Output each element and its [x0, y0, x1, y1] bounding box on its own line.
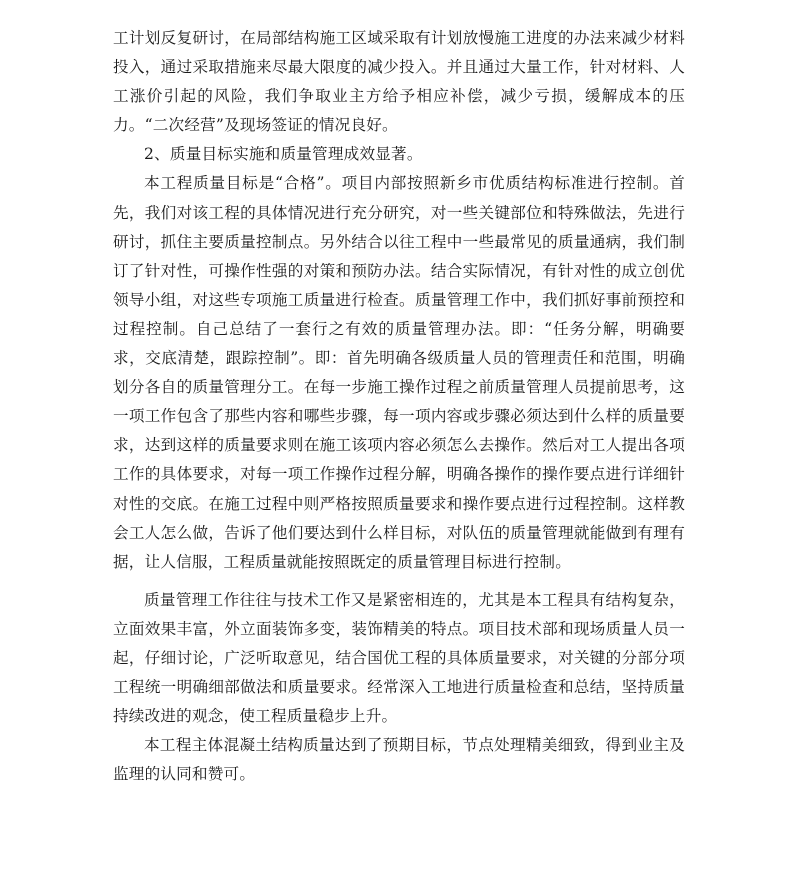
paragraph-quality-technical-work: 质量管理工作往往与技术工作又是紧密相连的，尤其是本工程具有结构复杂，立面效果丰富，外立面装饰多变，装饰精美的特点。项目技术部和现场质量人员一起，仔细讨论，广泛听取意见，结合国优工程的具体质量要求，对关键的分部分项工程统一明确细部做法和质量要求。经常深入工地进行质量检查和总结，坚持质量持续改进的观念，使工程质量稳步上升。: [113, 590, 685, 726]
paragraph-quality-target: 本工程质量目标是“合格”。项目内部按照新乡市优质结构标准进行控制。首先，我们对该工程的具体情况进行充分研究，对一些关键部位和特殊做法，先进行研讨，抓住主要质量控制点。另外结合以往工程中一些最常见的质量通病，我们制订了针对性，可操作性强的对策和预防办法。结合实际情况，有针对性的成立创优领导小组，对这些专项施工质量进行检查。质量管理工作中，我们抓好事前预控和过程控制。自己总结了一套行之有效的质量管理办法。即：“任务分解，明确要求，交底清楚，跟踪控制”。即：首先明确各级质量人员的管理责任和范围，明确划分各自的质量管理分工。在每一步施工操作过程之前质量管理人员提前思考，这一项工作包含了那些内容和哪些步骤，每一项内容或步骤必须达到什么样的质量要求，达到这样的质量要求则在施工该项内容必须怎么去操作。然后对工人提出各项工作的具体要求，对每一项工作操作过程分解，明确各操作的操作要点进行详细针对性的交底。在施工过程中则严格按照质量要求和操作要点进行过程控制。这样教会工人怎么做，告诉了他们要达到什么样目标，对队伍的质量管理就能做到有理有据，让人信服，工程质量就能按照既定的质量管理目标进行控制。: [113, 174, 685, 571]
paragraph-structure-quality-result: 本工程主体混凝土结构质量达到了预期目标，节点处理精美细致，得到业主及监理的认同和赞可。: [113, 736, 685, 784]
section-heading-quality-goals: 2、质量目标实施和质量管理成效显著。: [144, 145, 423, 164]
paragraph-cost-control-continued: 工计划反复研讨，在局部结构施工区域采取有计划放慢施工进度的办法来减少材料投入，通过采取措施来尽最大限度的减少投入。并且通过大量工作，针对材料、人工涨价引起的风险，我们争取业主方给予相应补偿，减少亏损，缓解成本的压力。“二次经营”及现场签证的情况良好。: [113, 29, 685, 135]
document-body: [113, 24, 685, 789]
